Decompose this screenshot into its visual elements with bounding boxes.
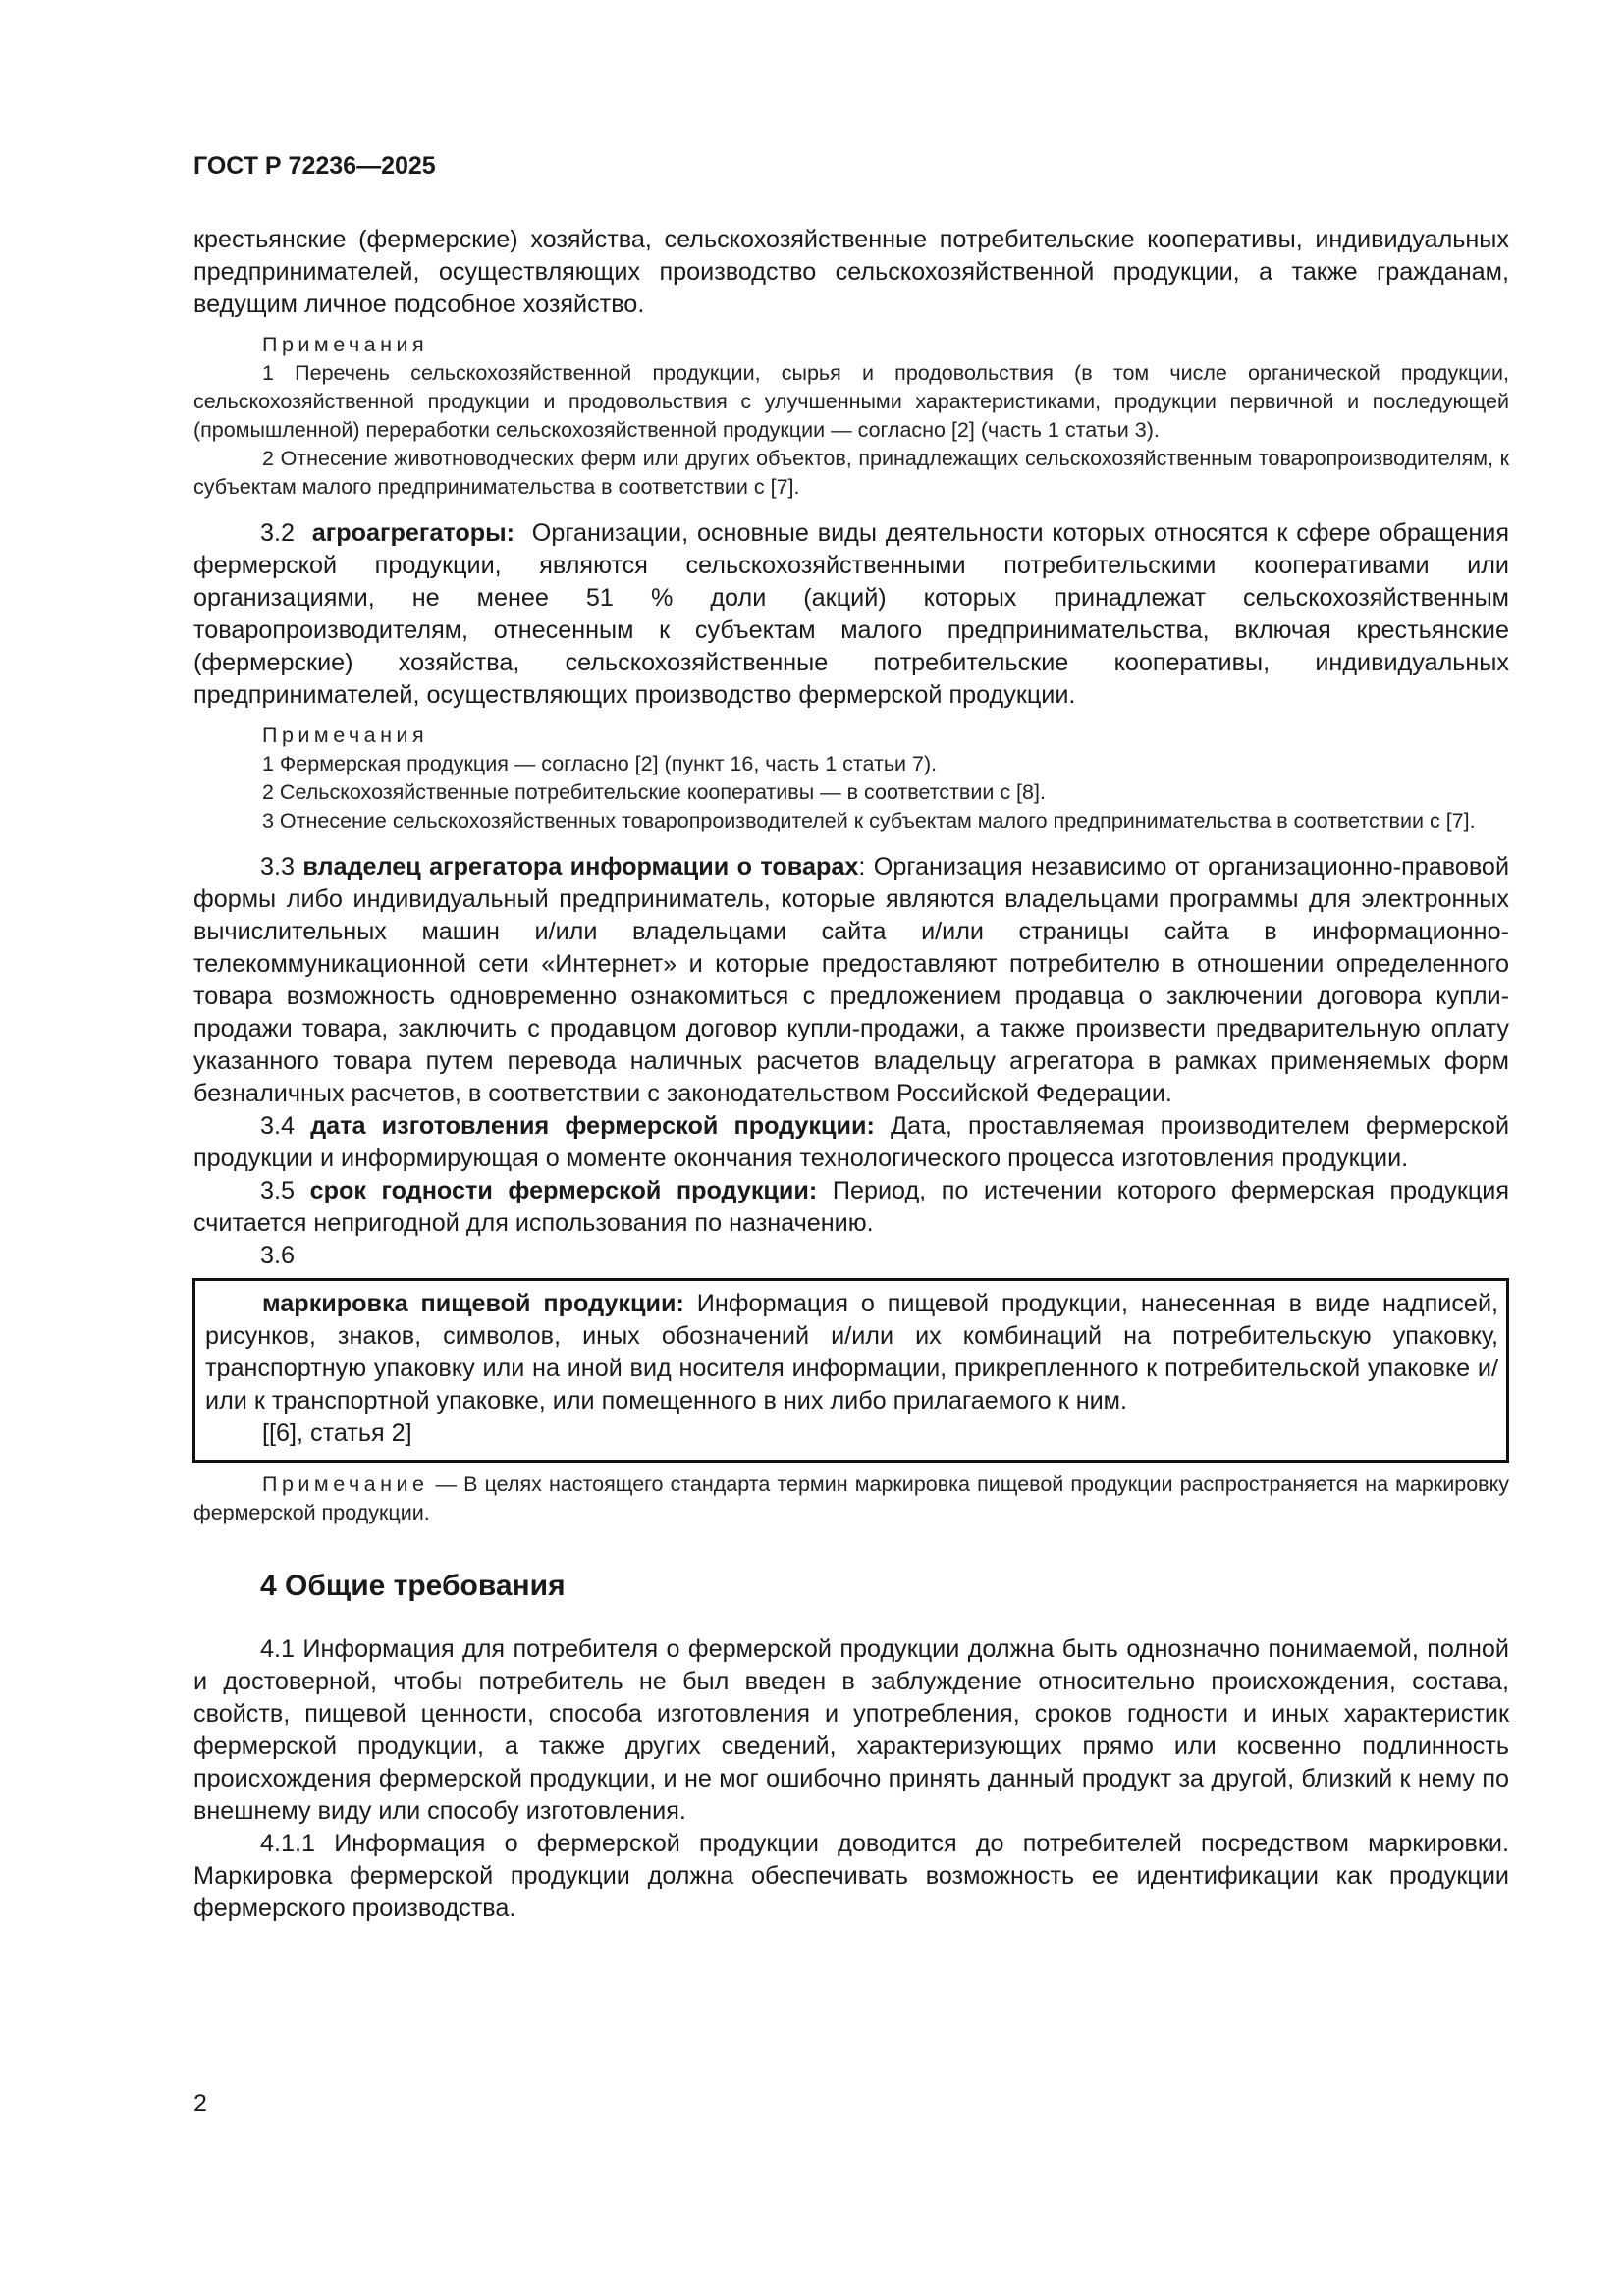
notes-block-3-1 bbox=[193, 331, 1509, 502]
document-header: ГОСТ Р 72236—2025 bbox=[193, 152, 436, 180]
term-number: 3.2 bbox=[260, 519, 296, 547]
term-number: 3.4 bbox=[260, 1112, 296, 1140]
note-item: 1 Фермерская продукция — согласно [2] (пункт 16, часть 1 статьи 7). bbox=[262, 752, 938, 775]
note-label: Примечание bbox=[262, 1472, 429, 1496]
term-3-3 bbox=[193, 851, 1509, 1110]
term-definition: Период, по истечении которого фермерская продукция считается непригодной для использования по назначению. bbox=[193, 1177, 1509, 1237]
term-number: 3.3 bbox=[260, 853, 296, 881]
note-text: — В целях настоящего стандарта термин маркировка пищевой продукции распространяется на маркировку фермерской продукции. bbox=[193, 1472, 1509, 1524]
notes-title: Примечания bbox=[262, 333, 429, 356]
source-reference: [[6], статья 2] bbox=[262, 1419, 412, 1447]
term-definition: : Организация независимо от организационно-правовой формы либо индивидуальный предприниматель, которые являются владельцами программы для электронных вычислительных машин и/или владельцами сайта и/или страницы сайта в информационно-телекоммуникационной сети «Интернет» и которые предоставляют потребителю в отношении определенного товара возможность одновременно ознакомиться с предложением продавца о заключении договора купли-продажи товара, заключить с продавцом договор купли-продажи, а также произвести предварительную оплату указанного товара путем перевода наличных расчетов владельцу агрегатора в рамках применяемых форм безналичных расчетов, в соответствии с законодательством Российской Федерации. bbox=[193, 853, 1510, 1107]
term-definition: Дата, проставляемая производителем фермерской продукции и информирующая о моменте окончания технологического процесса изготовления продукции. bbox=[193, 1112, 1510, 1172]
document-body bbox=[193, 224, 1509, 1925]
page-number: 2 bbox=[193, 2090, 207, 2117]
paragraph-4-1-1: 4.1.1 Информация о фермерской продукции доводится до потребителей посредством маркировки. Маркировка фермерской продукции должна обеспечивать возможность ее идентификации как продукции фермерского производства. bbox=[193, 1830, 1509, 1922]
term-3-4 bbox=[193, 1110, 1509, 1175]
quoted-definition-box bbox=[192, 1278, 1509, 1463]
intro-paragraph: крестьянские (фермерские) хозяйства, сельскохозяйственные потребительские кооперативы, индивидуальных предпринимателей, осуществляющих производство сельскохозяйственной продукции, а также гражданам, ведущим личное подсобное хозяйство. bbox=[193, 226, 1509, 318]
term-name: владелец агрегатора информации о товарах bbox=[302, 853, 859, 881]
note-item: 2 Сельскохозяйственные потребительские кооперативы — в соответствии с [8]. bbox=[262, 780, 1046, 804]
note-item: 3 Отнесение сельскохозяйственных товаропроизводителей к субъектам малого предпринимательства в соответствии с [7]. bbox=[262, 809, 1476, 832]
section-title: 4 Общие требования bbox=[260, 1570, 566, 1602]
term-3-6 bbox=[205, 1288, 1498, 1417]
term-3-2 bbox=[193, 517, 1509, 712]
notes-block-3-2 bbox=[193, 721, 1509, 835]
term-name: маркировка пищевой продукции: bbox=[262, 1290, 684, 1317]
term-number: 3.5 bbox=[260, 1177, 296, 1204]
term-name: агроагрегаторы: bbox=[311, 519, 515, 547]
term-name: дата изготовления фермерской продукции: bbox=[310, 1112, 875, 1140]
term-definition: Информация о пищевой продукции, нанесенная в виде надписей, рисунков, знаков, символов, иных обозначений и/или их комбинаций на потребительскую упаковку, транспортную упаковку или на иной вид носителя информации, прикрепленного к потребительской упаковке и/или к транспортной упаковке, или помещенного в них либо прилагаемого к ним. bbox=[205, 1290, 1499, 1415]
term-name: срок годности фермерской продукции: bbox=[309, 1177, 818, 1204]
note-3-6 bbox=[193, 1470, 1509, 1527]
term-definition: Организации, основные виды деятельности которых относятся к сфере обращения фермерской продукции, являются сельскохозяйственными потребительскими кооперативами или организациями, не менее 51 % доли (акций) которых принадлежат сельскохозяйственным товаропроизводителям, отнесенным к субъектам малого предпринимательства, включая крестьянские (фермерские) хозяйства, сельскохозяйственные потребительские кооперативы, индивидуальных предпринимателей, осуществляющих производство фермерской продукции. bbox=[193, 519, 1509, 709]
paragraph-4-1: 4.1 Информация для потребителя о фермерской продукции должна быть однозначно понимаемой, полной и достоверной, чтобы потребитель не был введен в заблуждение относительно происхождения, состава, свойств, пищевой ценности, способа изготовления и употребления, сроков годности и иных характеристик фермерской продукции, а также других сведений, характеризующих прямо или косвенно подлинность происхождения фермерской продукции, и не мог ошибочно принять данный продукт за другой, близкий к нему по внешнему виду или способу изготовления. bbox=[193, 1635, 1509, 1825]
note-item: 1 Перечень сельскохозяйственной продукции, сырья и продовольствия (в том числе органической продукции, сельскохозяйственной продукции и продовольствия с улучшенными характеристиками, продукции первичной и последующей (промышленной) переработки сельскохозяйственной продукции — согласно [2] (часть 1 статьи 3). bbox=[193, 361, 1509, 442]
term-3-5 bbox=[193, 1175, 1509, 1240]
note-item: 2 Отнесение животноводческих ферм или других объектов, принадлежащих сельскохозяйственным товаропроизводителям, к субъектам малого предпринимательства в соответствии с [7]. bbox=[193, 447, 1509, 499]
term-3-6-number: 3.6 bbox=[260, 1242, 296, 1269]
notes-title: Примечания bbox=[262, 723, 429, 747]
